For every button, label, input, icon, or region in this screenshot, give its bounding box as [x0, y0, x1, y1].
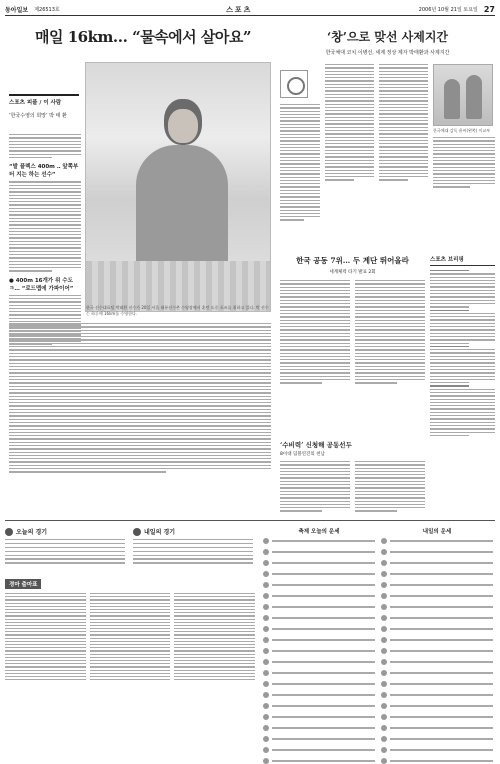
sports-brief [430, 255, 495, 436]
listings-area [5, 520, 495, 688]
ranking-headline: 한국 공동 7위… 두 계단 뛰어올라 [296, 256, 409, 265]
issue-date: 2006년 10월 21일 토요일 [418, 7, 478, 13]
tomorrow-schedule [133, 527, 253, 564]
coach-article [280, 22, 495, 221]
tomorrow-schedule-title: 내일의 경기 [144, 529, 176, 536]
masthead [5, 4, 495, 16]
lead-body-column [9, 134, 81, 345]
people-tag [9, 94, 79, 119]
fortune-table-1 [263, 527, 375, 764]
lead-continuation [9, 323, 271, 473]
fortune-table-2-title: 내일의 운세 [422, 529, 452, 535]
today-schedule [5, 527, 125, 564]
lead-headline: 매일 16km… “물속에서 살아요” [35, 28, 251, 46]
race-entries [5, 571, 255, 680]
coach-photo-caption: 한국체대 감독 윤씨(왼쪽) 이교부 [433, 128, 491, 133]
page-number: 27 [483, 5, 495, 14]
golf-subhead: 8이대 덤블연진의 천남 [280, 452, 325, 457]
fortune-table-2 [381, 527, 493, 764]
today-schedule-title: 오늘의 경기 [16, 529, 48, 536]
ball-icon [5, 528, 13, 536]
photo-caption: 한국 선수대표팀 박태환 선수가 20일 서울 태릉선수촌 수영장에서 훈련 도중 포즈를 취하고 있다. 박 선수는 하루에 16km를 수영한다. [86, 305, 269, 316]
swimmer-photo [85, 62, 271, 312]
paper-name: 동아일보 [5, 7, 29, 14]
lead-article [5, 22, 271, 317]
lead-subhead-1: “발 플렉스 400m ‥ 앞쪽부터 지는 하는 선수” [9, 164, 79, 179]
ball-icon [133, 528, 141, 536]
race-title: 경마 출마표 [5, 579, 41, 589]
brief-header: 스포츠 브리핑 [430, 255, 495, 266]
fortune-table-1-title: 축제 오늘의 운세 [298, 529, 340, 535]
byline: ‘한국수영의 희망’ 박 태 환 [9, 113, 67, 119]
ranking-article [280, 255, 425, 384]
coach-deck: 한국체대 코치 이병선, 세계 정상 제자 박태환과 사제지간 [325, 50, 450, 56]
coach-photo [433, 64, 493, 126]
section-title: 스포츠 [226, 5, 253, 14]
coach-headline: ‘창’으로 맞선 사제지간 [326, 30, 449, 44]
golf-article [280, 440, 425, 512]
golf-headline: ‘수비력’ 신청해 공동선두 [280, 441, 352, 449]
tag-label: 스포츠 피플 / 이 사람 [9, 94, 79, 106]
issue-number: 제26513호 [34, 7, 60, 13]
lead-subhead-2: ● 400m 16개가 위 수도 ㅋ… “로드맵에 가파이어” [9, 277, 74, 292]
ranking-subhead: 세계체력 타기 발표 2회 [329, 270, 376, 275]
logo-mark-icon [280, 70, 308, 98]
